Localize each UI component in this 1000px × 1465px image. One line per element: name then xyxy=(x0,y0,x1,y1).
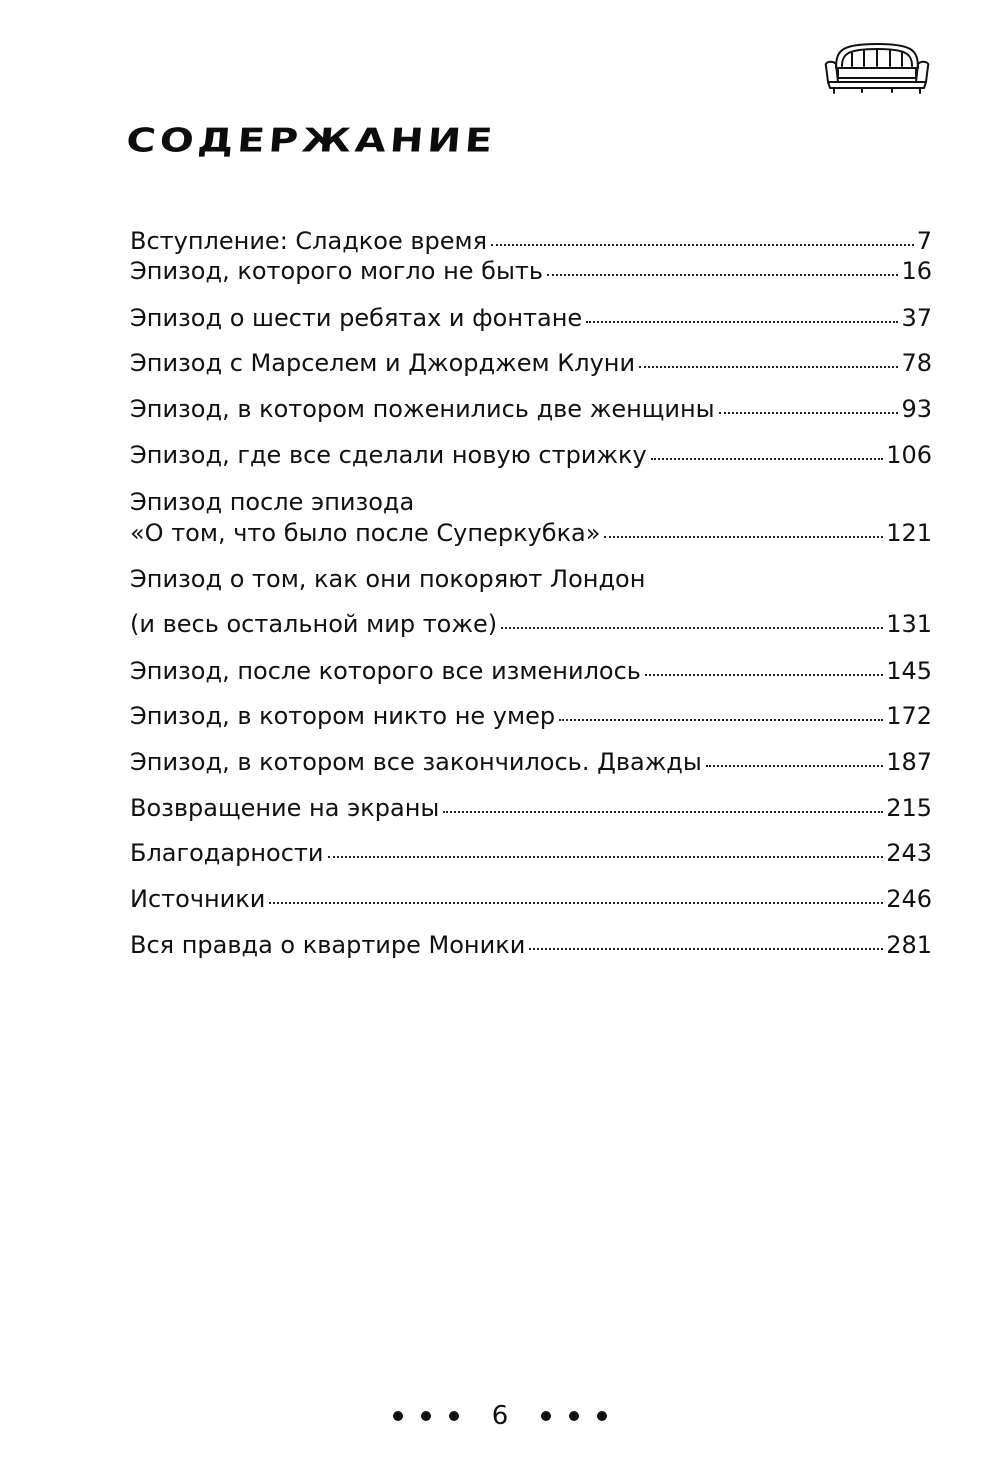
toc-entry-title: Возвращение на экраны xyxy=(130,794,440,822)
dot-leader xyxy=(269,902,883,904)
toc-entry-page: 121 xyxy=(886,519,932,547)
toc-entry[interactable] xyxy=(130,656,932,686)
toc-entry[interactable] xyxy=(130,701,932,731)
dot-leader xyxy=(651,458,883,460)
toc-entry-page: 7 xyxy=(916,227,932,255)
toc-entry-title: (и весь остальной мир тоже) xyxy=(130,610,498,638)
toc-entry-title: Эпизод, в котором все закончилось. Дважды xyxy=(130,748,702,776)
bullet-icon xyxy=(569,1411,579,1421)
toc-entry-title: Эпизод, которого могло не быть xyxy=(130,257,544,285)
bullet-icon xyxy=(393,1411,403,1421)
dot-leader xyxy=(604,536,883,538)
toc-entry[interactable] xyxy=(130,747,932,777)
toc-entry[interactable] xyxy=(130,226,932,256)
toc-entry[interactable] xyxy=(130,394,932,424)
toc-entry-page: 281 xyxy=(886,931,932,959)
dot-leader xyxy=(529,948,883,950)
toc-entry[interactable] xyxy=(130,609,932,639)
dot-leader xyxy=(328,856,884,858)
toc-entry-page: 187 xyxy=(886,748,932,776)
toc-entry[interactable] xyxy=(130,303,932,333)
toc-entry-title: Эпизод, в котором никто не умер xyxy=(130,702,556,730)
toc-entry[interactable] xyxy=(130,518,932,548)
toc-entry-page: 246 xyxy=(886,885,932,913)
bullet-icon xyxy=(449,1411,459,1421)
toc-entry-title: Вся правда о квартире Моники xyxy=(130,931,526,959)
toc-entry-title: Благодарности xyxy=(130,839,324,867)
dot-leader xyxy=(501,627,883,629)
dot-leader xyxy=(706,765,883,767)
toc-entry[interactable] xyxy=(130,256,932,286)
toc-entry-title: Источники xyxy=(130,885,266,913)
toc-entry[interactable] xyxy=(130,884,932,914)
bullet-icon xyxy=(597,1411,607,1421)
bullet-icon xyxy=(421,1411,431,1421)
toc-entry[interactable] xyxy=(130,440,932,470)
toc-entry[interactable] xyxy=(130,793,932,823)
toc-entry-page: 37 xyxy=(901,304,932,332)
toc-entry-title-line1: Эпизод после эпизода xyxy=(130,488,415,516)
dot-leader xyxy=(719,412,899,414)
dot-leader xyxy=(645,674,883,676)
toc-entry[interactable] xyxy=(130,930,932,960)
page-title: СОДЕРЖАНИЕ xyxy=(124,122,498,160)
dot-leader xyxy=(586,321,898,323)
toc-entry-page: 93 xyxy=(901,395,932,423)
dot-leader xyxy=(559,719,883,721)
toc-entry-page: 16 xyxy=(901,257,932,285)
toc-entry-title-line1: Эпизод о том, как они покоряют Лондон xyxy=(130,565,646,593)
toc-entry[interactable] xyxy=(130,348,932,378)
toc-entry-page: 215 xyxy=(886,794,932,822)
sofa-icon xyxy=(822,38,932,96)
toc-entry-title: «О том, что было после Суперкубка» xyxy=(130,519,601,547)
toc-entry-title: Эпизод, где все сделали новую стрижку xyxy=(130,441,647,469)
toc-entry-page: 106 xyxy=(886,441,932,469)
toc-entry-title: Эпизод, в котором поженились две женщины xyxy=(130,395,715,423)
dot-leader xyxy=(639,366,898,368)
dot-leader xyxy=(491,244,914,246)
toc-entry-title: Вступление: Сладкое время xyxy=(130,227,488,255)
page-footer xyxy=(0,1400,1000,1431)
dot-leader xyxy=(547,274,898,276)
toc-entry-page: 243 xyxy=(886,839,932,867)
dot-leader xyxy=(443,811,883,813)
toc-entry-page: 145 xyxy=(886,657,932,685)
toc-entry-page: 172 xyxy=(886,702,932,730)
toc-entry-title: Эпизод о шести ребятах и фонтане xyxy=(130,304,583,332)
bullet-icon xyxy=(541,1411,551,1421)
toc-entry-page: 78 xyxy=(901,349,932,377)
toc-entry-title: Эпизод, после которого все изменилось xyxy=(130,657,641,685)
toc-entry-title: Эпизод с Марселем и Джорджем Клуни xyxy=(130,349,636,377)
page-number: 6 xyxy=(491,1400,509,1431)
toc-entry[interactable] xyxy=(130,838,932,868)
toc-entry-page: 131 xyxy=(886,610,932,638)
